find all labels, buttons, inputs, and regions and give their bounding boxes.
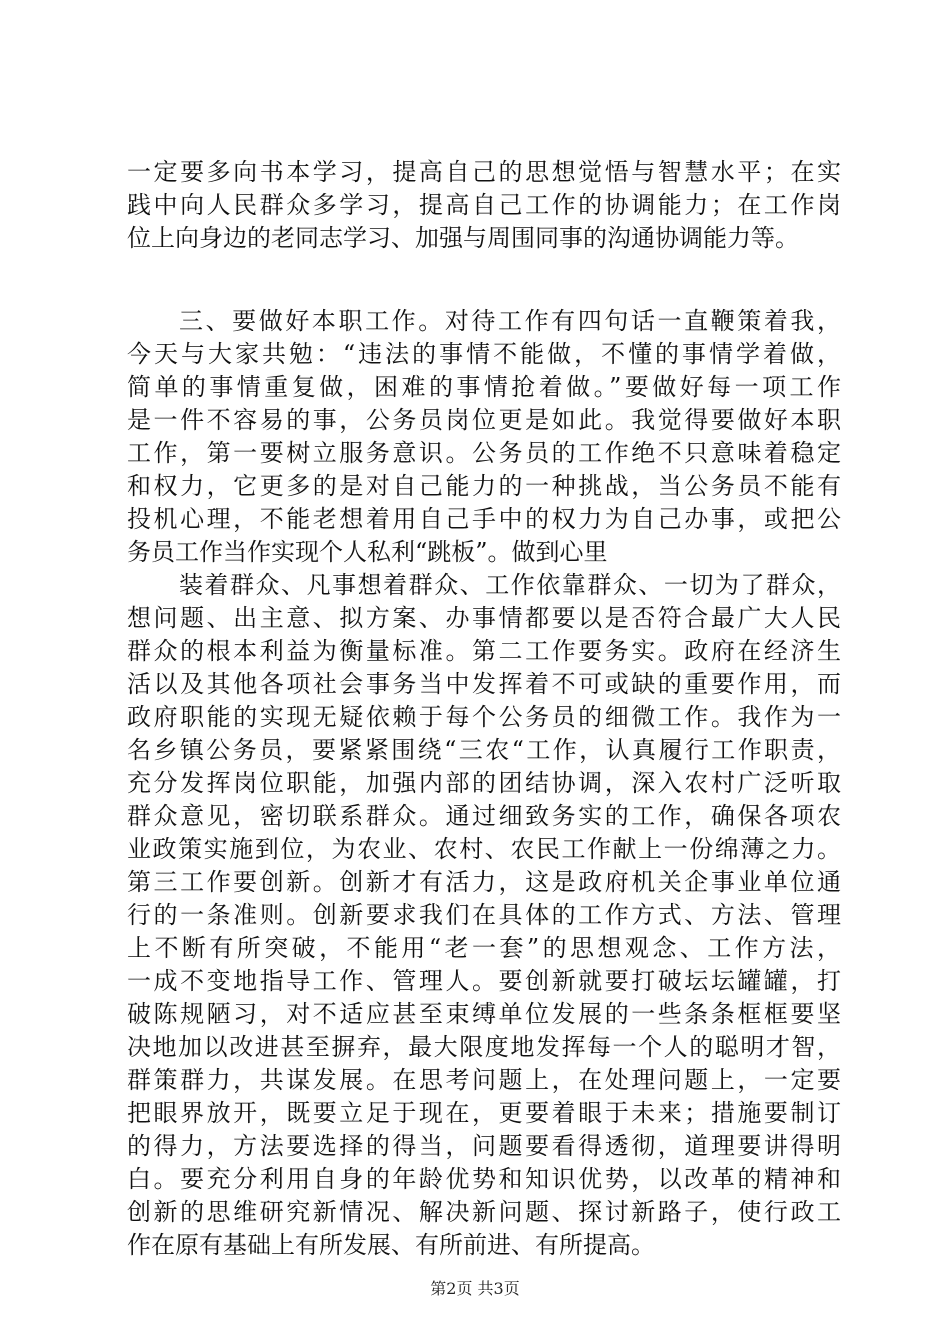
text-line: 破陈规陋习，对不适应甚至束缚单位发展的一些条条框框要坚 — [127, 1000, 841, 1028]
text-line: 一定要多向书本学习，提高自己的思想觉悟与智慧水平；在实 — [127, 158, 841, 186]
text-line: 决地加以改进甚至摒弃，最大限度地发挥每一个人的聪明才智， — [127, 1033, 841, 1061]
text-line: 一成不变地指导工作、管理人。要创新就要打破坛坛罐罐，打 — [127, 967, 841, 995]
page-footer: 第2页 共3页 — [430, 1279, 520, 1298]
text-line: 群众意见，密切联系群众。通过细致务实的工作，确保各项农 — [127, 802, 841, 830]
text-line: 业政策实施到位，为农业、农村、农民工作献上一份绵薄之力。 — [127, 835, 841, 863]
text-line: 充分发挥岗位职能，加强内部的团结协调，深入农村广泛听取 — [127, 769, 841, 797]
text-line: 想问题、出主意、拟方案、办事情都要以是否符合最广大人民 — [127, 604, 841, 632]
text-line: 简单的事情重复做，困难的事情抢着做。”要做好每一项工作 — [127, 373, 841, 401]
text-line: 位上向身边的老同志学习、加强与周围同事的沟通协调能力等。 — [127, 224, 799, 252]
text-line: 践中向人民群众多学习，提高自己工作的协调能力；在工作岗 — [127, 191, 841, 219]
text-line: 工作，第一要树立服务意识。公务员的工作绝不只意味着稳定 — [127, 439, 841, 467]
text-line: 行的一条准则。创新要求我们在具体的工作方式、方法、管理 — [127, 901, 841, 929]
paragraph-3 — [127, 569, 841, 1262]
text-line: 务员工作当作实现个人私利“跳板”。做到心里 — [127, 538, 608, 566]
text-line: 政府职能的实现无疑依赖于每个公务员的细微工作。我作为一 — [127, 703, 841, 731]
text-line: 投机心理，不能老想着用自己手中的权力为自己办事，或把公 — [127, 505, 841, 533]
text-line: 是一件不容易的事，公务员岗位更是如此。我觉得要做好本职 — [127, 406, 841, 434]
text-line: 上不断有所突破，不能用“老一套”的思想观念、工作方法， — [127, 934, 841, 962]
text-line: 创新的思维研究新情况、解决新问题、探讨新路子，使行政工 — [127, 1198, 841, 1226]
text-line: 群众的根本利益为衡量标准。第二工作要务实。政府在经济生 — [127, 637, 841, 665]
text-line: 第三工作要创新。创新才有活力，这是政府机关企事业单位通 — [127, 868, 841, 896]
text-line: 装着群众、凡事想着群众、工作依靠群众、一切为了群众， — [179, 571, 841, 599]
text-line: 群策群力，共谋发展。在思考问题上，在处理问题上，一定要 — [127, 1066, 841, 1094]
text-line: 名乡镇公务员，要紧紧围绕“三农“工作，认真履行工作职责， — [127, 736, 841, 764]
document-body — [127, 156, 841, 1262]
paragraph-spacer — [127, 255, 841, 305]
text-line: 和权力，它更多的是对自己能力的一种挑战，当公务员不能有 — [127, 472, 841, 500]
text-line: 把眼界放开，既要立足于现在，更要着眼于未来；措施要制订 — [127, 1099, 841, 1127]
text-line: 今天与大家共勉：“违法的事情不能做，不懂的事情学着做， — [127, 340, 841, 368]
text-line: 作在原有基础上有所发展、有所前进、有所提高。 — [127, 1231, 655, 1259]
text-line: 白。要充分利用自身的年龄优势和知识优势，以改革的精神和 — [127, 1165, 841, 1193]
text-line: 三、要做好本职工作。对待工作有四句话一直鞭策着我， — [179, 307, 841, 335]
text-line: 的得力，方法要选择的得当，问题要看得透彻，道理要讲得明 — [127, 1132, 841, 1160]
text-line: 活以及其他各项社会事务当中发挥着不可或缺的重要作用，而 — [127, 670, 841, 698]
paragraph-1 — [127, 156, 841, 255]
paragraph-2 — [127, 305, 841, 569]
